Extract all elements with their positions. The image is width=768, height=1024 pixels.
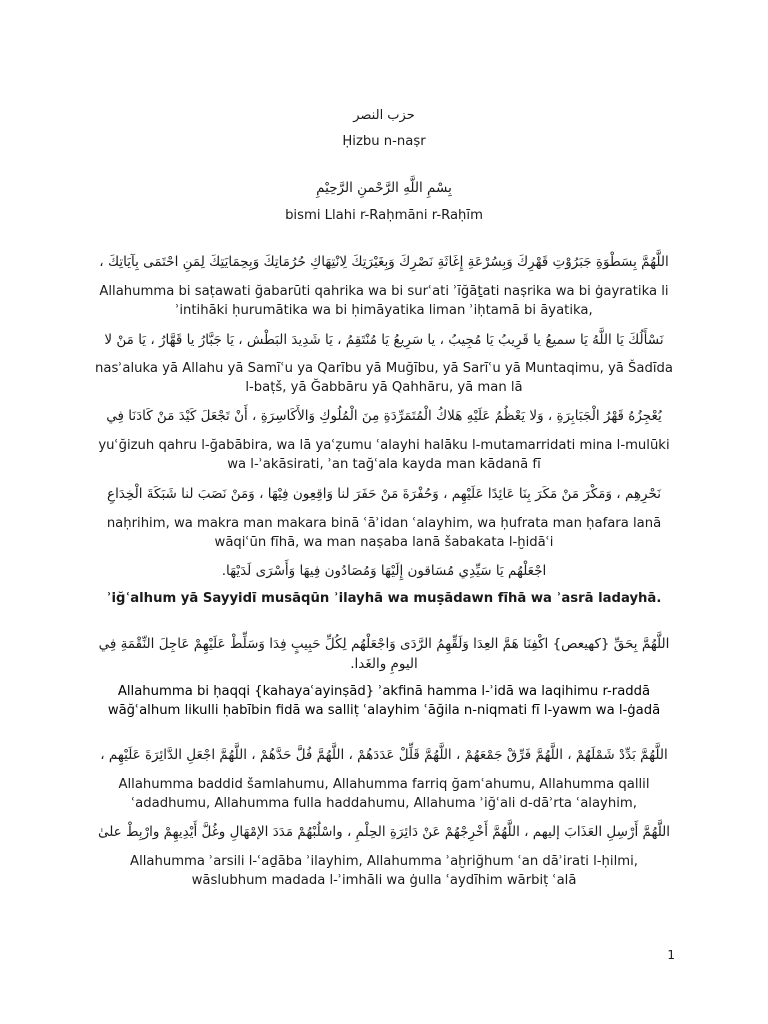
verse-arabic: نَحْرِهِم ، وَمَكْرَ مَنْ مَكَرَ بِنَا عَائِدًا عَلَيْهِم ، وَحُفْرَةَ مَنْ حَفَرَ لنا وَاقِعِون فِيْهَا ، وَمَنْ نَصَبَ لنا شَبَكَةَ الْخِدَاعِ bbox=[107, 486, 661, 502]
verse-translit: ʾiğʿalhum yā Sayyidī musāqūn ʾilayhā wa muṣādawn fīhā wa ʾasrā ladayhā. bbox=[106, 591, 662, 606]
verse-arabic: اللَّهُمَّ أَرْسِلِ العَذَابَ إليهم ، اللَّهُمَّ أَخْرِجْهُمْ عَنْ دَائِرَةِ الحِلْمِ ، واسْلُبْهُمْ مَدَدَ الإمْهَالِ وغُلَّ أَيْدِيهِمْ وارْبِطْ علىٰ bbox=[97, 824, 671, 840]
verse-translit: yuʿğizuh qahru l-ğabābira, wa lā yaʿẓumu ʿalayhi halāku l-mutamarridati mina l-mulūki wa l-ʾakāsirati, ʾan tağʿala kayda man kādanā fī bbox=[98, 438, 670, 472]
verse-translit: Allahumma bi ḥaqqi {kahayaʿayinṣād} ʾakfinā hamma l-ʾidā wa laqihimu r-raddā wāğʿalhum likulli ḥabībin fidā wa salliṭ ʿalayhim ʿāğila n-niqmati fī l-yawm wa l-ġadā bbox=[107, 684, 661, 718]
verse-arabic: اللَّهُمَّ بِسَطْوَةِ جَبَرُوْتِ قَهْرِكَ وَبِسُرْعَةِ إِغَاثَةِ نَصْرِكَ وَبِغَيْرَتِكَ لِانْتِهَاكِ حُرُمَاتِكَ وَبِحِمَايَتِكَ لِمَنِ احْتَمَى بِآيَاتِكَ ، bbox=[99, 254, 669, 270]
verse-arabic: يُعْجِزُهُ قَهْرُ الْجَبَابِرَةِ ، وَلا يَعْظُمُ عَلَيْهِ هَلاكُ الْمُتَمَرِّدَةِ مِنَ الْمُلُوكِ وَالأَكَاسِرَةِ ، أَنْ تَجْعَلَ كَيْدَ مَنْ كَادَنَا فِي bbox=[106, 408, 662, 424]
verse-arabic: اللَّهُمَّ بِحَقِّ {كهيعص} اكْفِنَا هَمَّ العِدَا وَلَقِّهِمُ الرَّدَى وَاجْعَلْهُم لِكُلِّ حَبِيبٍ فِدَا وَسَلِّطْ عَلَيْهِمْ عَاجِلَ النِّقْمَةِ فِي اليومِ والغَدا. bbox=[98, 636, 670, 672]
verse-arabic: اجْعَلْهُم يَا سَيِّدِي مُسَاقون إِلَيْهَا وَمُصَادُون فِيهَا وَأَسْرَى لَدَيْهَا. bbox=[221, 563, 547, 579]
verse-translit: nasʾaluka yā Allahu yā Samīʿu ya Qarību yā Muğību, yā Sarīʿu yā Muntaqimu, yā Šadīda l-baṭš, yā Ğabbāru yā Qahhāru, yā man lā bbox=[95, 361, 673, 395]
verse-translit: Allahumma baddid šamlahumu, Allahumma farriq ğamʿahumu, Allahumma qallil ʿadadhumu, Allahumma fulla haddahumu, Allahuma ʾiğʿali d-dāʾrta ʿalayhim, bbox=[118, 777, 650, 811]
verse-translit: Allahumma ʾarsili l-ʿaḏāba ʾilayhim, Allahumma ʾaḫriğhum ʿan dāʾirati l-ḥilmi, wāslubhum madada l-ʾimhāli wa ġulla ʿaydīhim wārbiṭ ʿalā bbox=[130, 854, 638, 888]
basmala-translit: bismi Llahi r-Raḥmāni r-Raḥīm bbox=[285, 208, 483, 223]
page-number: 1 bbox=[667, 948, 675, 962]
verse-translit: Allahumma bi saṭawati ğabarūti qahrika wa bi surʿati ʾīğāṯati naṣrika wa bi ġayratika li ʾintihāki ḥurumātika wa bi ḥimāyatika liman ʾiḥtamā bi āyatika, bbox=[99, 284, 669, 318]
verse-translit: naḥrihim, wa makra man makara binā ʿāʾidan ʿalayhim, wa ḥufrata man ḥafara lanā wāqiʿūn fīhā, wa man naṣaba lanā šabakata l-ḫidāʿi bbox=[106, 516, 662, 550]
title-translit: Ḥizbu n-naṣr bbox=[342, 134, 426, 149]
basmala-arabic: بِسْمِ اللَّهِ الرَّحْمنِ الرَّحِيْمِ bbox=[316, 180, 452, 196]
verse-arabic: نَسْأَلُكَ يَا اللَّهُ يَا سميعُ يا قَرِيبُ يَا مُجِيبُ ، يا سَرِيعُ يَا مُنْتَقِمُ ، يَا شَدِيدَ البَطْش ، يَا جَبَّارُ يا قَهَّارُ ، يَا مَنْ لا bbox=[104, 332, 664, 348]
title-arabic: حزب النصر bbox=[353, 108, 415, 123]
verse-arabic: اللَّهُمَّ بَدِّدْ شَمْلَهُمْ ، اللَّهُمَّ فَرِّقْ جَمْعَهُمْ ، اللَّهُمَّ قَلِّلْ عَدَدَهُمْ ، اللَّهُمَّ فُلَّ حَدَّهُمْ ، اللَّهُمَّ اجْعَلِ الدَّائِرَةَ عَلَيْهِم ، bbox=[100, 747, 668, 763]
